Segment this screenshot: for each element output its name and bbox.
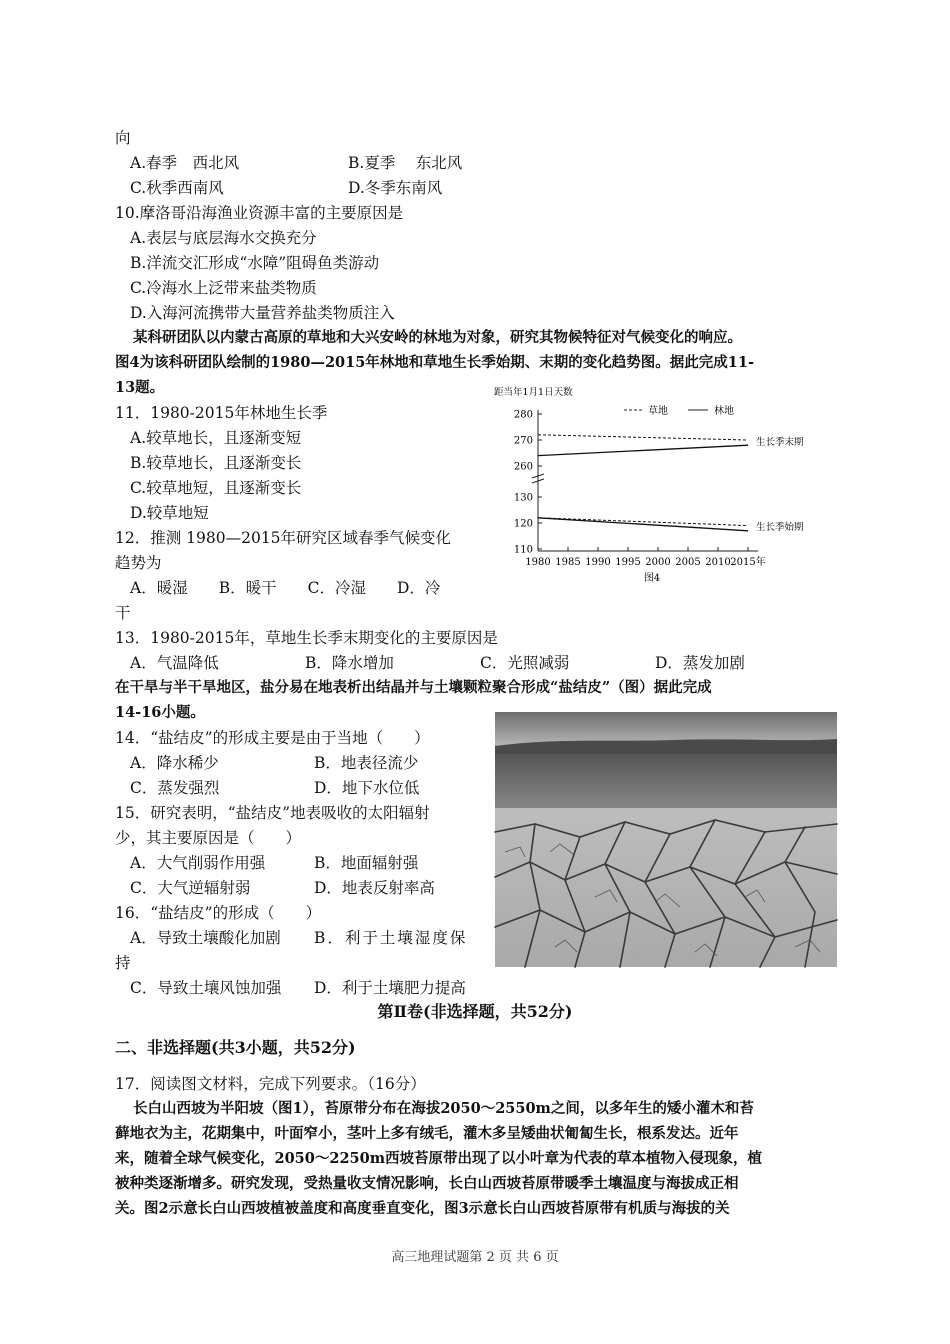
passage2-line1: 在干旱与半干旱地区，盐分易在地表析出结晶并与土壤颗粒聚合形成“盐结皮”（图）据此完成 [115, 679, 712, 696]
q16-option-a: A．导致土壤酸化加剧 [130, 929, 281, 947]
q15-stem-line1: 15．研究表明，“盐结皮”地表吸收的太阳辐射 [115, 804, 430, 822]
series-grass-end-line [538, 435, 748, 440]
chart-ytick-label-280: 280 [513, 409, 533, 421]
chart-xtick-label-1985: 1985 [555, 557, 581, 568]
chart-ytick-label-110: 110 [513, 544, 533, 556]
series-forest-end-line [538, 445, 748, 455]
chart-xtick-label-2005: 2005 [675, 557, 701, 568]
q10-option-d: D.入海河流携带大量营养盐类物质注入 [130, 304, 395, 322]
q11-option-c: C.较草地短，且逐渐变长 [130, 479, 302, 497]
q15-stem-line2: 少，其主要原因是（ ） [115, 829, 302, 847]
q17-stem: 17．阅读图文材料，完成下列要求。（16分） [115, 1075, 426, 1093]
q13-stem: 13．1980-2015年，草地生长季末期变化的主要原因是 [115, 629, 498, 647]
chart-xtick-label-2000: 2000 [645, 557, 671, 568]
passage2-line2: 14-16小题。 [115, 704, 205, 721]
q16-option-d: D．利于土壤肥力提高 [314, 979, 466, 997]
annotation-season-start: 生长季始期 [756, 522, 804, 533]
chart-ytick-label-130: 130 [513, 492, 533, 504]
q14-stem: 14．“盐结皮”的形成主要是由于当地（ ） [115, 729, 430, 747]
q14-option-b: B．地表径流少 [314, 754, 419, 772]
chart-xtick-label-1980: 1980 [525, 557, 551, 568]
q15-option-d: D．地表反射率高 [314, 879, 435, 897]
q13-option-d: D．蒸发加剧 [655, 654, 745, 672]
passage1-line2: 图4为该科研团队绘制的1980—2015年林地和草地生长季始期、末期的变化趋势图。据此完成11- [115, 354, 754, 371]
chart-ylabel: 距当年1月1日天数 [494, 387, 573, 398]
q9-stem-tail: 向 [115, 129, 131, 147]
section2-title: 第Ⅱ卷(非选择题，共52分) [377, 1002, 573, 1021]
q17-text-line4: 被种类逐渐增多。研究发现，受热量收支情况影响，长白山西坡苔原带暖季土壤温度与海拔成正相 [115, 1175, 739, 1192]
q13-option-a: A．气温降低 [130, 654, 219, 672]
part2-heading: 二、非选择题(共3小题，共52分) [115, 1038, 356, 1057]
chart-xtick-label-1990: 1990 [585, 557, 611, 568]
q15-option-c: C．大气逆辐射弱 [130, 879, 251, 897]
chart-xtick-label-2010: 2010 [705, 557, 731, 568]
q12-stem-line1: 12．推测 1980—2015年研究区域春季气候变化 [115, 529, 452, 547]
chart-ytick-label-120: 120 [513, 518, 533, 530]
chart-caption: 图4 [643, 573, 661, 584]
legend-forest-label: 林地 [714, 406, 734, 417]
q16-option-b-tail: 持 [115, 954, 131, 972]
q10-stem: 10.摩洛哥沿海渔业资源丰富的主要原因是 [115, 204, 404, 222]
q9-option-d: D.冬季东南风 [348, 179, 443, 197]
q14-option-d: D．地下水位低 [314, 779, 420, 797]
legend-grass-label: 草地 [648, 406, 668, 417]
q16-option-b: B．利于土壤湿度保 [314, 929, 468, 947]
figure4-svg [492, 383, 804, 588]
q10-option-a: A.表层与底层海水交换充分 [130, 229, 317, 247]
chart-xtick-label-1995: 1995 [615, 557, 641, 568]
q17-text-line2: 藓地衣为主，花期集中，叶面窄小，茎叶上多有绒毛，灌木多呈矮曲状匍匐生长，根系发达。近年 [115, 1125, 739, 1142]
salt-crust-photo [495, 712, 837, 967]
passage1-line1: 某科研团队以内蒙古高原的草地和大兴安岭的林地为对象，研究其物候特征对气候变化的响应。 [133, 329, 742, 346]
q17-text-line5: 关。图2示意长白山西坡植被盖度和高度垂直变化，图3示意长白山西坡苔原带有机质与海拔的关 [115, 1200, 730, 1217]
q12-stem-line2: 趋势为 [115, 554, 162, 572]
q13-option-b: B．降水增加 [305, 654, 394, 672]
chart-ytick-label-260: 260 [513, 461, 533, 473]
q9-option-b: B.夏季 东北风 [348, 154, 463, 172]
q10-option-c: C.冷海水上泛带来盐类物质 [130, 279, 317, 297]
q9-option-a: A.春季 西北风 [130, 154, 240, 172]
q11-option-b: B.较草地长，且逐渐变长 [130, 454, 302, 472]
q11-stem: 11．1980-2015年林地生长季 [115, 404, 328, 422]
q16-stem: 16．“盐结皮”的形成（ ） [115, 904, 322, 922]
q16-option-c: C．导致土壤风蚀加强 [130, 979, 282, 997]
q15-option-b: B．地面辐射强 [314, 854, 419, 872]
q12-options: A．暖湿 B．暖干 C．冷湿 D．冷 [130, 579, 441, 597]
q11-option-d: D.较草地短 [130, 504, 209, 522]
q12-options-tail: 干 [115, 604, 131, 622]
q14-option-c: C．蒸发强烈 [130, 779, 220, 797]
chart-xtick-label-2015: 2015年 [730, 557, 766, 568]
q17-text-line3: 来，随着全球气候变化，2050～2250m西坡苔原带出现了以小叶章为代表的草本植物入侵现象，植 [115, 1150, 763, 1167]
annotation-season-end: 生长季末期 [756, 437, 804, 448]
series-forest-start-line [538, 518, 748, 531]
q13-option-c: C．光照减弱 [480, 654, 570, 672]
q10-option-b: B.洋流交汇形成“水障”阻碍鱼类游动 [130, 254, 380, 272]
q9-option-c: C.秋季西南风 [130, 179, 224, 197]
q11-option-a: A.较草地长，且逐渐变短 [130, 429, 302, 447]
q15-option-a: A．大气削弱作用强 [130, 854, 266, 872]
page-footer: 高三地理试题第 2 页 共 6 页 [391, 1250, 559, 1265]
q17-text-line1: 长白山西坡为半阳坡（图1），苔原带分布在海拔2050～2550m之间，以多年生的矮小灌木和苔 [133, 1100, 754, 1117]
passage1-line3: 13题。 [115, 379, 165, 396]
chart-ytick-label-270: 270 [513, 435, 533, 447]
q14-option-a: A．降水稀少 [130, 754, 219, 772]
figure4-chart [492, 383, 804, 588]
